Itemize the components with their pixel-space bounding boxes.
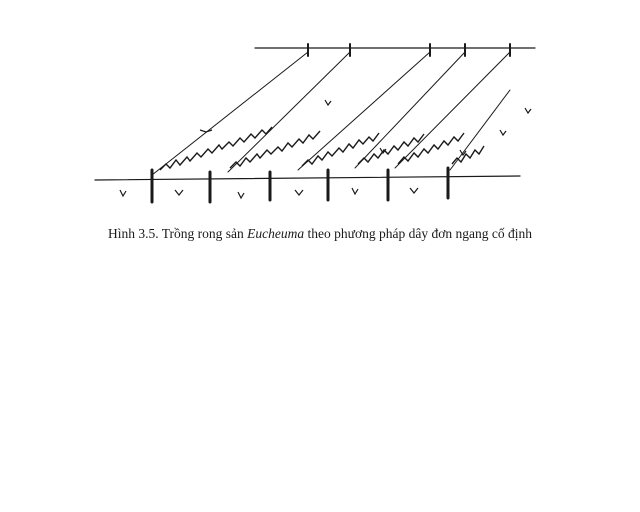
seaweed-cultivation-illustration — [80, 30, 560, 220]
rope-row — [228, 52, 350, 172]
line-drawing — [80, 30, 560, 220]
rope-row — [395, 52, 510, 168]
caption-suffix: theo phương pháp dây đơn ngang cố định — [304, 226, 532, 241]
caption-prefix: Hình 3.5. Trồng rong sản — [108, 226, 248, 241]
front-line — [95, 176, 520, 180]
figure-caption — [0, 226, 640, 242]
rope-row — [152, 52, 308, 175]
species-name: Eucheuma — [247, 226, 305, 241]
rope-row — [450, 90, 510, 170]
scattered-fragments — [120, 100, 531, 198]
